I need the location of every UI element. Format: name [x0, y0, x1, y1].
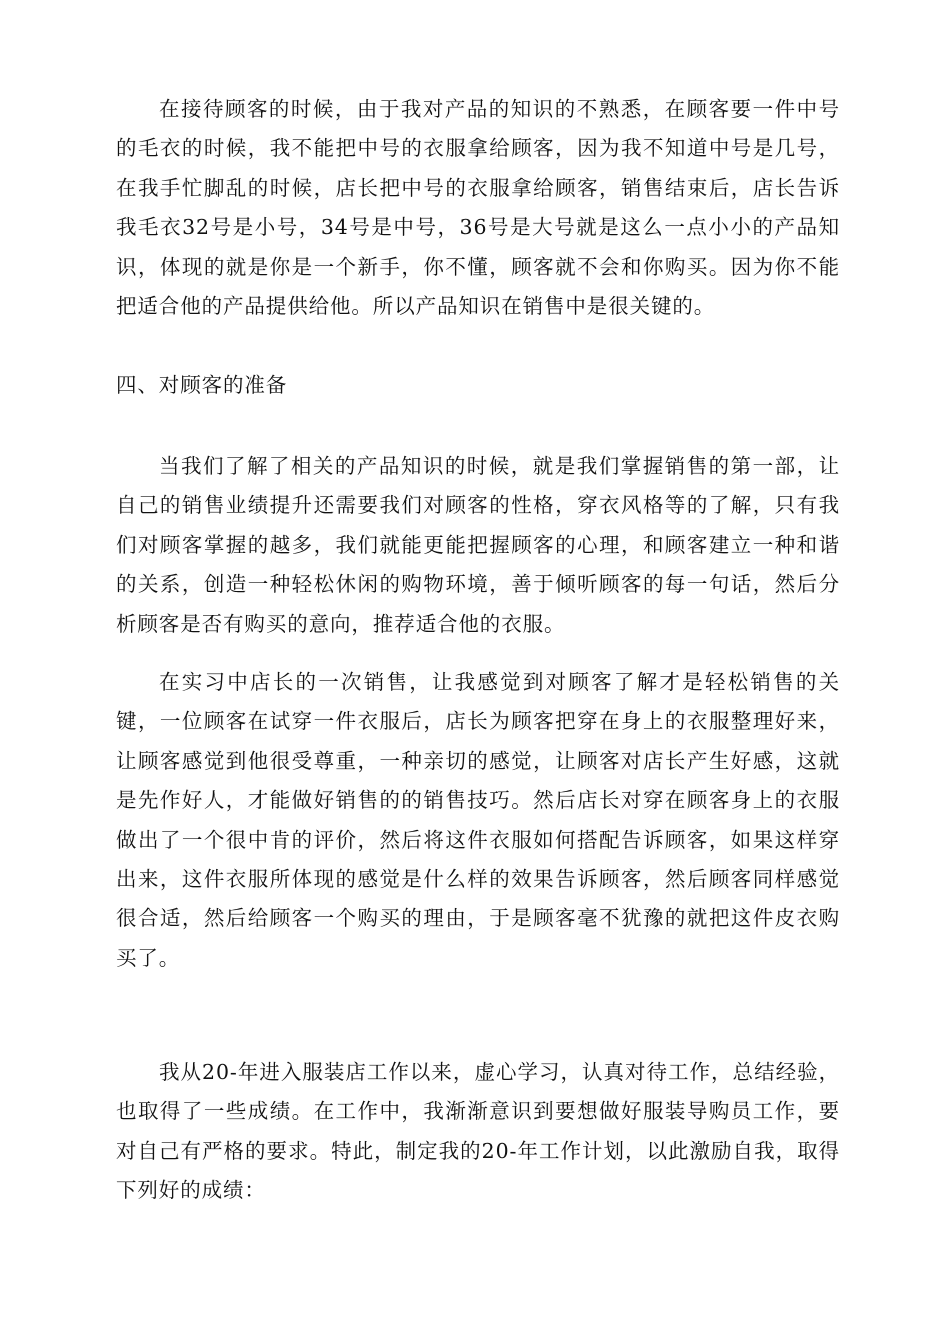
paragraph-product-knowledge: 在接待顾客的时候，由于我对产品的知识的不熟悉，在顾客要一件中号的毛衣的时候，我不能把中号的衣服拿给顾客，因为我不知道中号是几号，在我手忙脚乱的时候，店长把中号的衣服拿给顾客，销售结束后，店长告诉我毛衣32号是小号，34号是中号，36号是大号就是这么一点小小的产品知识，体现的就是你是一个新手，你不懂，顾客就不会和你购买。因为你不能把适合他的产品提供给他。所以产品知识在销售中是很关键的。 — [116, 97, 840, 319]
paragraph-customer-understanding: 当我们了解了相关的产品知识的时候，就是我们掌握销售的第一部，让自己的销售业绩提升还需要我们对顾客的性格，穿衣风格等的了解，只有我们对顾客掌握的越多，我们就能更能把握顾客的心理，和顾客建立一种和谐的关系，创造一种轻松休闲的购物环境，善于倾听顾客的每一句话，然后分析顾客是否有购买的意向，推荐适合他的衣服。 — [116, 454, 840, 636]
paragraph-store-manager-sale: 在实习中店长的一次销售，让我感觉到对顾客了解才是轻松销售的关键，一位顾客在试穿一件衣服后，店长为顾客把穿在身上的衣服整理好来，让顾客感觉到他很受尊重，一种亲切的感觉，让顾客对店长产生好感，这就是先作好人，才能做好销售的的销售技巧。然后店长对穿在顾客身上的衣服做出了一个很中肯的评价，然后将这件衣服如何搭配告诉顾客，如果这样穿出来，这件衣服所体现的感觉是什么样的效果告诉顾客，然后顾客同样感觉很合适，然后给顾客一个购买的理由，于是顾客毫不犹豫的就把这件皮衣购买了。 — [116, 670, 840, 970]
section-heading-customer-preparation: 四、对顾客的准备 — [116, 373, 288, 397]
paragraph-work-plan-intro: 我从20-年进入服装店工作以来，虚心学习，认真对待工作，总结经验，也取得了一些成绩。在工作中，我渐渐意识到要想做好服装导购员工作，要对自己有严格的要求。特此，制定我的20-年工作计划，以此激励自我，取得下列好的成绩： — [116, 1060, 840, 1203]
